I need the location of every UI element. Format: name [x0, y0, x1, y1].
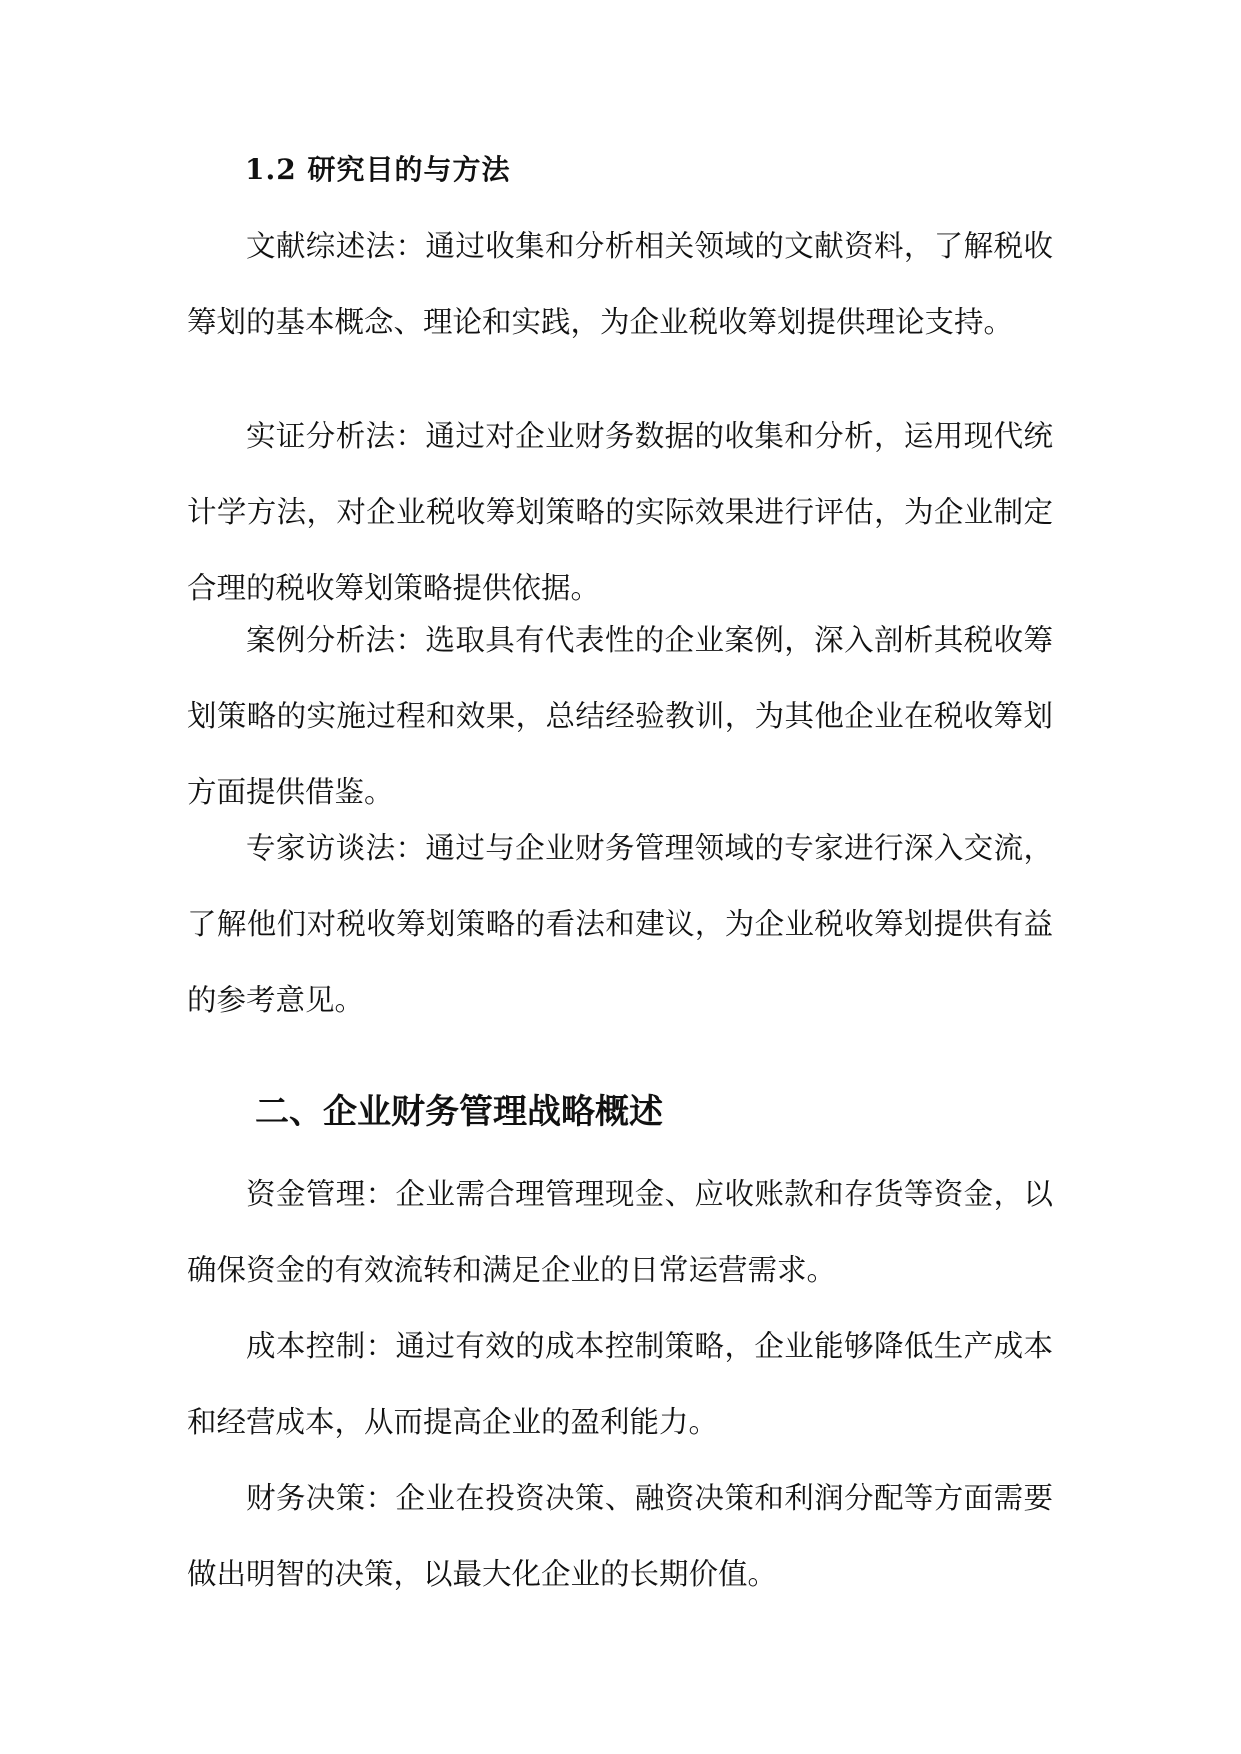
paragraph-fund-management: 资金管理：企业需合理管理现金、应收账款和存货等资金，以确保资金的有效流转和满足企业的日常运营需求。 — [187, 1177, 1053, 1287]
paragraph-literature-review: 文献综述法：通过收集和分析相关领域的文献资料，了解税收筹划的基本概念、理论和实践，为企业税收筹划提供理论支持。 — [187, 229, 1053, 339]
subsection-heading: 1.2 研究目的与方法 — [245, 153, 511, 186]
section-heading: 二、企业财务管理战略概述 — [255, 1092, 663, 1132]
paragraph-case-analysis: 案例分析法：选取具有代表性的企业案例，深入剖析其税收筹划策略的实施过程和效果，总结经验教训，为其他企业在税收筹划方面提供借鉴。 — [187, 623, 1053, 809]
paragraph-cost-control: 成本控制：通过有效的成本控制策略，企业能够降低生产成本和经营成本，从而提高企业的盈利能力。 — [187, 1329, 1053, 1439]
paragraph-financial-decision: 财务决策：企业在投资决策、融资决策和利润分配等方面需要做出明智的决策，以最大化企业的长期价值。 — [187, 1481, 1053, 1591]
paragraph-empirical-analysis: 实证分析法：通过对企业财务数据的收集和分析，运用现代统计学方法，对企业税收筹划策略的实际效果进行评估，为企业制定合理的税收筹划策略提供依据。 — [187, 419, 1053, 605]
paragraph-expert-interview: 专家访谈法：通过与企业财务管理领域的专家进行深入交流，了解他们对税收筹划策略的看法和建议，为企业税收筹划提供有益的参考意见。 — [187, 831, 1053, 1017]
